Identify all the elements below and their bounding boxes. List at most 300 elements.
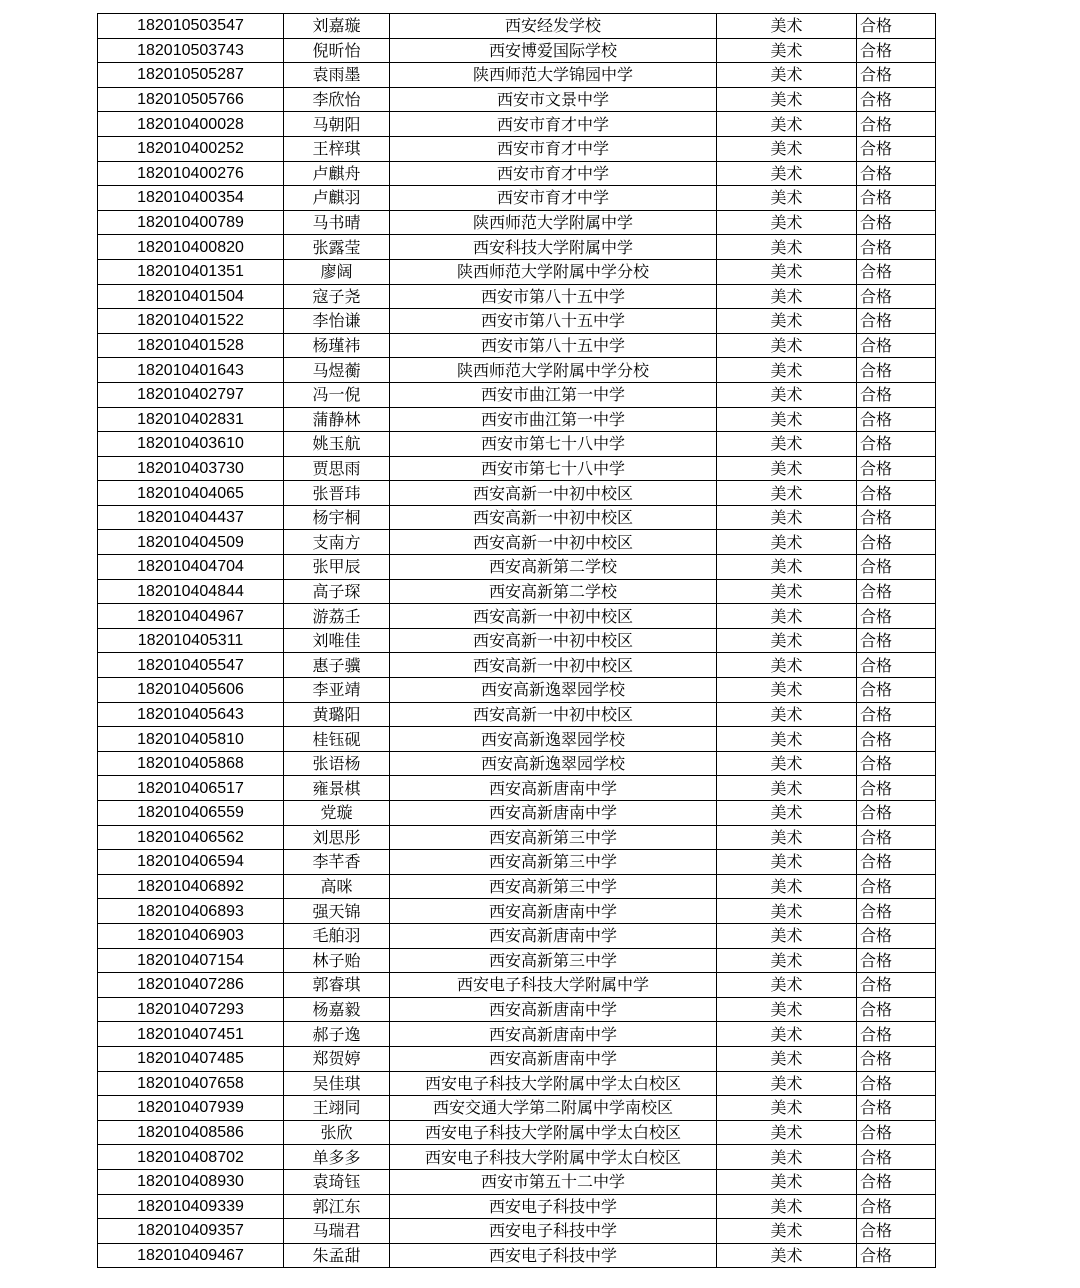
- result-cell: 合格: [857, 997, 936, 1022]
- result-cell: 合格: [857, 678, 936, 703]
- exam-id-cell: 182010409357: [98, 1219, 284, 1244]
- school-cell: 西安经发学校: [390, 14, 717, 39]
- table-row: [98, 628, 936, 653]
- subject-cell: 美术: [717, 87, 857, 112]
- subject-cell: 美术: [717, 899, 857, 924]
- exam-id-cell: 182010406892: [98, 874, 284, 899]
- subject-cell: 美术: [717, 1145, 857, 1170]
- table-row: [98, 210, 936, 235]
- student-name-cell: 杨嘉毅: [284, 997, 390, 1022]
- exam-id-cell: 182010405547: [98, 653, 284, 678]
- result-cell: 合格: [857, 136, 936, 161]
- result-cell: 合格: [857, 579, 936, 604]
- exam-id-cell: 182010404509: [98, 530, 284, 555]
- table-row: [98, 456, 936, 481]
- table-row: [98, 653, 936, 678]
- exam-id-cell: 182010503743: [98, 38, 284, 63]
- table-row: [98, 186, 936, 211]
- result-cell: 合格: [857, 899, 936, 924]
- result-cell: 合格: [857, 1219, 936, 1244]
- result-cell: 合格: [857, 382, 936, 407]
- exam-id-cell: 182010505766: [98, 87, 284, 112]
- school-cell: 西安电子科技中学: [390, 1243, 717, 1268]
- school-cell: 西安电子科技大学附属中学太白校区: [390, 1145, 717, 1170]
- exam-id-cell: 182010403730: [98, 456, 284, 481]
- subject-cell: 美术: [717, 653, 857, 678]
- exam-id-cell: 182010405643: [98, 702, 284, 727]
- result-cell: 合格: [857, 481, 936, 506]
- school-cell: 西安高新唐南中学: [390, 997, 717, 1022]
- school-cell: 西安高新逸翠园学校: [390, 727, 717, 752]
- exam-id-cell: 182010409467: [98, 1243, 284, 1268]
- subject-cell: 美术: [717, 210, 857, 235]
- student-name-cell: 贾思雨: [284, 456, 390, 481]
- school-cell: 西安高新一中初中校区: [390, 481, 717, 506]
- table-row: [98, 702, 936, 727]
- student-name-cell: 刘思彤: [284, 825, 390, 850]
- student-name-cell: 张欣: [284, 1120, 390, 1145]
- exam-id-cell: 182010401528: [98, 333, 284, 358]
- result-cell: 合格: [857, 456, 936, 481]
- school-cell: 西安市第八十五中学: [390, 284, 717, 309]
- exam-id-cell: 182010503547: [98, 14, 284, 39]
- result-cell: 合格: [857, 1071, 936, 1096]
- table-row: [98, 751, 936, 776]
- table-row: [98, 136, 936, 161]
- student-name-cell: 姚玉航: [284, 432, 390, 457]
- student-name-cell: 王翊同: [284, 1096, 390, 1121]
- subject-cell: 美术: [717, 1243, 857, 1268]
- result-cell: 合格: [857, 38, 936, 63]
- result-cell: 合格: [857, 1120, 936, 1145]
- student-name-cell: 高咪: [284, 874, 390, 899]
- table-row: [98, 1169, 936, 1194]
- table-row: [98, 87, 936, 112]
- result-cell: 合格: [857, 850, 936, 875]
- school-cell: 西安博爱国际学校: [390, 38, 717, 63]
- subject-cell: 美术: [717, 38, 857, 63]
- result-cell: 合格: [857, 1096, 936, 1121]
- exam-id-cell: 182010404437: [98, 505, 284, 530]
- school-cell: 西安高新一中初中校区: [390, 604, 717, 629]
- student-name-cell: 支南方: [284, 530, 390, 555]
- result-cell: 合格: [857, 235, 936, 260]
- table-row: [98, 235, 936, 260]
- table-row: [98, 259, 936, 284]
- student-name-cell: 张晋玮: [284, 481, 390, 506]
- subject-cell: 美术: [717, 801, 857, 826]
- school-cell: 西安市第七十八中学: [390, 432, 717, 457]
- exam-id-cell: 182010400354: [98, 186, 284, 211]
- school-cell: 西安高新一中初中校区: [390, 530, 717, 555]
- student-name-cell: 刘唯佳: [284, 628, 390, 653]
- school-cell: 西安高新一中初中校区: [390, 628, 717, 653]
- school-cell: 西安高新唐南中学: [390, 899, 717, 924]
- school-cell: 西安市第八十五中学: [390, 309, 717, 334]
- school-cell: 西安市第五十二中学: [390, 1169, 717, 1194]
- school-cell: 西安市第七十八中学: [390, 456, 717, 481]
- exam-id-cell: 182010407939: [98, 1096, 284, 1121]
- student-name-cell: 吴佳琪: [284, 1071, 390, 1096]
- school-cell: 西安高新唐南中学: [390, 776, 717, 801]
- student-name-cell: 卢麒舟: [284, 161, 390, 186]
- subject-cell: 美术: [717, 997, 857, 1022]
- student-name-cell: 党璇: [284, 801, 390, 826]
- student-name-cell: 李怡谦: [284, 309, 390, 334]
- result-cell: 合格: [857, 530, 936, 555]
- exam-id-cell: 182010405868: [98, 751, 284, 776]
- subject-cell: 美术: [717, 628, 857, 653]
- exam-id-cell: 182010402831: [98, 407, 284, 432]
- exam-id-cell: 182010404844: [98, 579, 284, 604]
- exam-id-cell: 182010406517: [98, 776, 284, 801]
- exam-id-cell: 182010406903: [98, 923, 284, 948]
- school-cell: 西安市文景中学: [390, 87, 717, 112]
- result-cell: 合格: [857, 112, 936, 137]
- result-cell: 合格: [857, 284, 936, 309]
- exam-id-cell: 182010409339: [98, 1194, 284, 1219]
- student-name-cell: 郝子逸: [284, 1022, 390, 1047]
- school-cell: 西安电子科技中学: [390, 1194, 717, 1219]
- exam-id-cell: 182010400276: [98, 161, 284, 186]
- result-cell: 合格: [857, 628, 936, 653]
- subject-cell: 美术: [717, 382, 857, 407]
- exam-id-cell: 182010400028: [98, 112, 284, 137]
- student-name-cell: 桂钰砚: [284, 727, 390, 752]
- result-cell: 合格: [857, 825, 936, 850]
- school-cell: 西安高新一中初中校区: [390, 505, 717, 530]
- exam-id-cell: 182010407154: [98, 948, 284, 973]
- student-name-cell: 冯一倪: [284, 382, 390, 407]
- exam-id-cell: 182010404065: [98, 481, 284, 506]
- exam-id-cell: 182010404967: [98, 604, 284, 629]
- table-row: [98, 923, 936, 948]
- student-name-cell: 马煜蘅: [284, 358, 390, 383]
- student-name-cell: 朱孟甜: [284, 1243, 390, 1268]
- subject-cell: 美术: [717, 63, 857, 88]
- subject-cell: 美术: [717, 555, 857, 580]
- subject-cell: 美术: [717, 1096, 857, 1121]
- school-cell: 西安高新唐南中学: [390, 1046, 717, 1071]
- results-table-body: [98, 14, 936, 1268]
- student-name-cell: 张语杨: [284, 751, 390, 776]
- result-cell: 合格: [857, 1145, 936, 1170]
- subject-cell: 美术: [717, 530, 857, 555]
- school-cell: 西安高新第三中学: [390, 948, 717, 973]
- subject-cell: 美术: [717, 702, 857, 727]
- table-row: [98, 284, 936, 309]
- result-cell: 合格: [857, 407, 936, 432]
- table-row: [98, 38, 936, 63]
- student-name-cell: 马书晴: [284, 210, 390, 235]
- result-cell: 合格: [857, 776, 936, 801]
- exam-id-cell: 182010403610: [98, 432, 284, 457]
- subject-cell: 美术: [717, 259, 857, 284]
- student-name-cell: 郑贺婷: [284, 1046, 390, 1071]
- school-cell: 西安高新第三中学: [390, 850, 717, 875]
- table-row: [98, 948, 936, 973]
- table-row: [98, 776, 936, 801]
- subject-cell: 美术: [717, 358, 857, 383]
- school-cell: 西安高新逸翠园学校: [390, 751, 717, 776]
- exam-id-cell: 182010401504: [98, 284, 284, 309]
- result-cell: 合格: [857, 87, 936, 112]
- student-name-cell: 张露莹: [284, 235, 390, 260]
- school-cell: 西安市第八十五中学: [390, 333, 717, 358]
- table-row: [98, 382, 936, 407]
- result-cell: 合格: [857, 259, 936, 284]
- school-cell: 陕西师范大学附属中学: [390, 210, 717, 235]
- student-name-cell: 毛舶羽: [284, 923, 390, 948]
- result-cell: 合格: [857, 923, 936, 948]
- student-name-cell: 杨瑾祎: [284, 333, 390, 358]
- school-cell: 西安高新第二学校: [390, 555, 717, 580]
- table-row: [98, 899, 936, 924]
- exam-id-cell: 182010405810: [98, 727, 284, 752]
- result-cell: 合格: [857, 727, 936, 752]
- table-row: [98, 1219, 936, 1244]
- school-cell: 西安市育才中学: [390, 136, 717, 161]
- result-cell: 合格: [857, 186, 936, 211]
- subject-cell: 美术: [717, 284, 857, 309]
- result-cell: 合格: [857, 1022, 936, 1047]
- result-cell: 合格: [857, 702, 936, 727]
- student-name-cell: 李欣怡: [284, 87, 390, 112]
- student-name-cell: 单多多: [284, 1145, 390, 1170]
- subject-cell: 美术: [717, 579, 857, 604]
- table-row: [98, 1194, 936, 1219]
- subject-cell: 美术: [717, 850, 857, 875]
- student-name-cell: 李芊香: [284, 850, 390, 875]
- school-cell: 西安高新第三中学: [390, 825, 717, 850]
- result-cell: 合格: [857, 1169, 936, 1194]
- subject-cell: 美术: [717, 776, 857, 801]
- table-row: [98, 850, 936, 875]
- subject-cell: 美术: [717, 1219, 857, 1244]
- exam-id-cell: 182010407293: [98, 997, 284, 1022]
- subject-cell: 美术: [717, 825, 857, 850]
- result-cell: 合格: [857, 604, 936, 629]
- subject-cell: 美术: [717, 112, 857, 137]
- subject-cell: 美术: [717, 432, 857, 457]
- student-name-cell: 廖阔: [284, 259, 390, 284]
- exam-id-cell: 182010401643: [98, 358, 284, 383]
- exam-id-cell: 182010505287: [98, 63, 284, 88]
- student-name-cell: 袁雨墨: [284, 63, 390, 88]
- table-row: [98, 481, 936, 506]
- school-cell: 西安交通大学第二附属中学南校区: [390, 1096, 717, 1121]
- result-cell: 合格: [857, 432, 936, 457]
- table-row: [98, 555, 936, 580]
- result-cell: 合格: [857, 309, 936, 334]
- school-cell: 陕西师范大学锦园中学: [390, 63, 717, 88]
- table-row: [98, 1243, 936, 1268]
- table-row: [98, 63, 936, 88]
- student-name-cell: 卢麒羽: [284, 186, 390, 211]
- subject-cell: 美术: [717, 481, 857, 506]
- subject-cell: 美术: [717, 751, 857, 776]
- school-cell: 西安高新唐南中学: [390, 1022, 717, 1047]
- result-cell: 合格: [857, 801, 936, 826]
- student-name-cell: 蒲静林: [284, 407, 390, 432]
- school-cell: 西安高新第三中学: [390, 874, 717, 899]
- subject-cell: 美术: [717, 1071, 857, 1096]
- school-cell: 陕西师范大学附属中学分校: [390, 358, 717, 383]
- table-row: [98, 1022, 936, 1047]
- table-row: [98, 579, 936, 604]
- school-cell: 西安市曲江第一中学: [390, 407, 717, 432]
- school-cell: 西安市育才中学: [390, 186, 717, 211]
- result-cell: 合格: [857, 1046, 936, 1071]
- student-name-cell: 寇子尧: [284, 284, 390, 309]
- table-row: [98, 112, 936, 137]
- subject-cell: 美术: [717, 604, 857, 629]
- table-row: [98, 1071, 936, 1096]
- student-name-cell: 郭睿琪: [284, 973, 390, 998]
- exam-id-cell: 182010406559: [98, 801, 284, 826]
- table-row: [98, 1120, 936, 1145]
- table-row: [98, 1096, 936, 1121]
- school-cell: 西安市育才中学: [390, 161, 717, 186]
- exam-id-cell: 182010405311: [98, 628, 284, 653]
- result-cell: 合格: [857, 333, 936, 358]
- school-cell: 西安高新第二学校: [390, 579, 717, 604]
- result-cell: 合格: [857, 653, 936, 678]
- subject-cell: 美术: [717, 136, 857, 161]
- table-row: [98, 432, 936, 457]
- subject-cell: 美术: [717, 1022, 857, 1047]
- exam-id-cell: 182010408930: [98, 1169, 284, 1194]
- subject-cell: 美术: [717, 948, 857, 973]
- subject-cell: 美术: [717, 727, 857, 752]
- student-name-cell: 刘嘉璇: [284, 14, 390, 39]
- student-name-cell: 雍景棋: [284, 776, 390, 801]
- exam-id-cell: 182010407451: [98, 1022, 284, 1047]
- school-cell: 西安高新唐南中学: [390, 923, 717, 948]
- table-row: [98, 505, 936, 530]
- exam-id-cell: 182010406562: [98, 825, 284, 850]
- result-cell: 合格: [857, 1243, 936, 1268]
- result-cell: 合格: [857, 161, 936, 186]
- school-cell: 西安市曲江第一中学: [390, 382, 717, 407]
- subject-cell: 美术: [717, 407, 857, 432]
- school-cell: 西安电子科技中学: [390, 1219, 717, 1244]
- student-name-cell: 惠子骥: [284, 653, 390, 678]
- exam-id-cell: 182010407658: [98, 1071, 284, 1096]
- result-cell: 合格: [857, 63, 936, 88]
- table-row: [98, 727, 936, 752]
- table-row: [98, 825, 936, 850]
- subject-cell: 美术: [717, 14, 857, 39]
- result-cell: 合格: [857, 555, 936, 580]
- exam-id-cell: 182010402797: [98, 382, 284, 407]
- table-row: [98, 874, 936, 899]
- subject-cell: 美术: [717, 235, 857, 260]
- subject-cell: 美术: [717, 456, 857, 481]
- school-cell: 西安高新唐南中学: [390, 801, 717, 826]
- result-cell: 合格: [857, 1194, 936, 1219]
- result-cell: 合格: [857, 358, 936, 383]
- student-name-cell: 倪昕怡: [284, 38, 390, 63]
- result-cell: 合格: [857, 14, 936, 39]
- student-name-cell: 游荔壬: [284, 604, 390, 629]
- subject-cell: 美术: [717, 1169, 857, 1194]
- subject-cell: 美术: [717, 186, 857, 211]
- table-row: [98, 801, 936, 826]
- table-row: [98, 407, 936, 432]
- exam-id-cell: 182010405606: [98, 678, 284, 703]
- student-name-cell: 林子贻: [284, 948, 390, 973]
- subject-cell: 美术: [717, 309, 857, 334]
- table-row: [98, 530, 936, 555]
- exam-id-cell: 182010401522: [98, 309, 284, 334]
- student-name-cell: 郭江东: [284, 1194, 390, 1219]
- school-cell: 西安高新一中初中校区: [390, 702, 717, 727]
- subject-cell: 美术: [717, 874, 857, 899]
- results-table: [97, 13, 936, 1268]
- table-row: [98, 14, 936, 39]
- table-row: [98, 604, 936, 629]
- table-row: [98, 973, 936, 998]
- table-row: [98, 309, 936, 334]
- student-name-cell: 张甲辰: [284, 555, 390, 580]
- result-cell: 合格: [857, 505, 936, 530]
- subject-cell: 美术: [717, 1046, 857, 1071]
- result-cell: 合格: [857, 751, 936, 776]
- student-name-cell: 马瑞君: [284, 1219, 390, 1244]
- table-row: [98, 358, 936, 383]
- school-cell: 西安电子科技大学附属中学太白校区: [390, 1120, 717, 1145]
- exam-id-cell: 182010401351: [98, 259, 284, 284]
- school-cell: 西安高新逸翠园学校: [390, 678, 717, 703]
- student-name-cell: 强天锦: [284, 899, 390, 924]
- result-cell: 合格: [857, 948, 936, 973]
- result-cell: 合格: [857, 210, 936, 235]
- exam-id-cell: 182010400252: [98, 136, 284, 161]
- school-cell: 西安高新一中初中校区: [390, 653, 717, 678]
- result-cell: 合格: [857, 973, 936, 998]
- subject-cell: 美术: [717, 678, 857, 703]
- exam-id-cell: 182010400820: [98, 235, 284, 260]
- student-name-cell: 马朝阳: [284, 112, 390, 137]
- student-name-cell: 李亚靖: [284, 678, 390, 703]
- school-cell: 西安电子科技大学附属中学: [390, 973, 717, 998]
- exam-id-cell: 182010408586: [98, 1120, 284, 1145]
- school-cell: 西安科技大学附属中学: [390, 235, 717, 260]
- student-name-cell: 杨宇桐: [284, 505, 390, 530]
- student-name-cell: 王梓琪: [284, 136, 390, 161]
- table-row: [98, 1145, 936, 1170]
- exam-id-cell: 182010407485: [98, 1046, 284, 1071]
- student-name-cell: 高子琛: [284, 579, 390, 604]
- subject-cell: 美术: [717, 923, 857, 948]
- student-name-cell: 黄璐阳: [284, 702, 390, 727]
- table-row: [98, 678, 936, 703]
- subject-cell: 美术: [717, 333, 857, 358]
- exam-id-cell: 182010408702: [98, 1145, 284, 1170]
- table-row: [98, 997, 936, 1022]
- subject-cell: 美术: [717, 505, 857, 530]
- student-name-cell: 袁琦钰: [284, 1169, 390, 1194]
- subject-cell: 美术: [717, 1120, 857, 1145]
- table-row: [98, 161, 936, 186]
- school-cell: 西安电子科技大学附属中学太白校区: [390, 1071, 717, 1096]
- subject-cell: 美术: [717, 161, 857, 186]
- exam-id-cell: 182010404704: [98, 555, 284, 580]
- subject-cell: 美术: [717, 1194, 857, 1219]
- result-cell: 合格: [857, 874, 936, 899]
- exam-id-cell: 182010400789: [98, 210, 284, 235]
